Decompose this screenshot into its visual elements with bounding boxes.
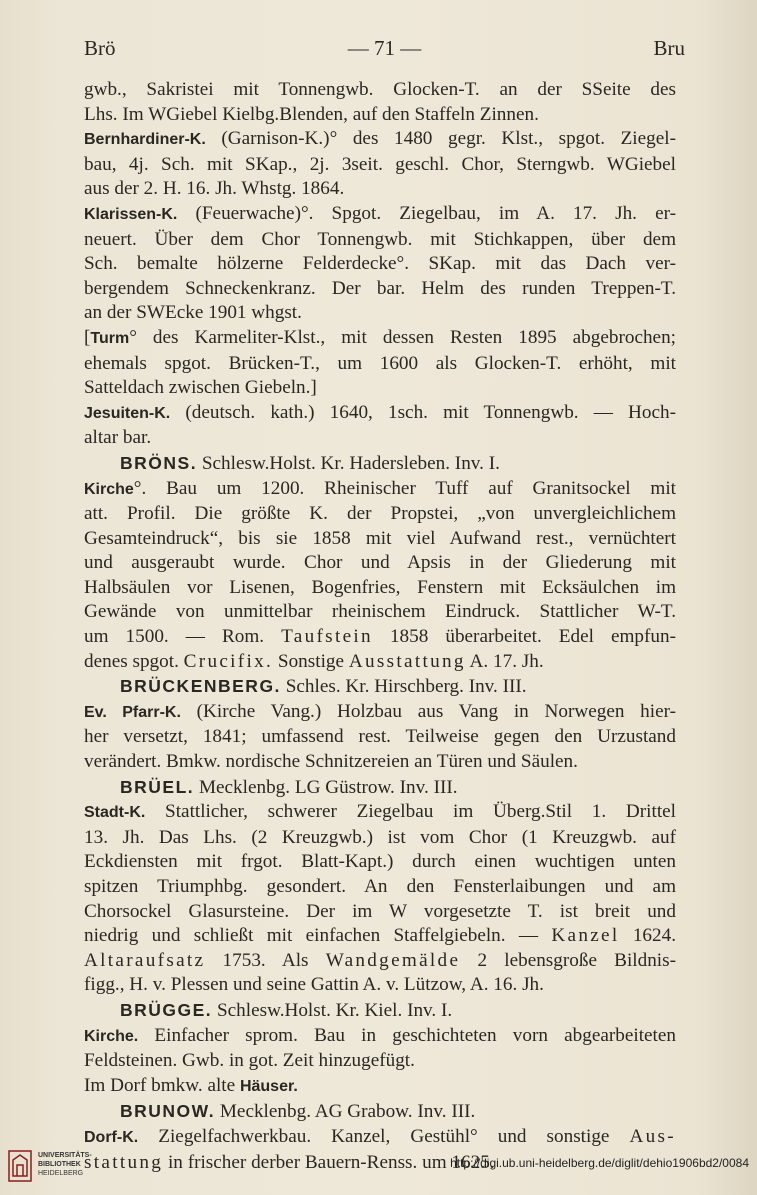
text-line	[84, 228, 676, 253]
library-name	[38, 1151, 92, 1178]
text-line	[84, 850, 676, 875]
text-run: spitzen Triumphbg. gesondert. An den Fensterlaibungen und am	[84, 876, 676, 897]
spaced-term: Wandgemälde	[325, 949, 461, 971]
text-run: 13. Jh. Das Lhs. (2 Kreuzgwb.) ist vom Chor (1 Kreuzgwb. auf	[84, 826, 676, 848]
spaced-term: Aus-	[629, 1125, 676, 1147]
text-run: neuert. Über dem Chor Tonnengwb. mit Stichkappen, über dem	[84, 228, 676, 250]
spaced-term: Altaraufsatz	[84, 949, 206, 971]
place-heading: BRÖNS.	[120, 452, 198, 473]
text-run: und ausgeraubt wurde. Chor und Apsis in der Gliederung mit	[84, 552, 676, 574]
text-line	[84, 551, 676, 576]
header-left-catchword: Brö	[84, 36, 116, 60]
place-heading: BRÜEL.	[120, 776, 195, 797]
text-run: Sonstige	[273, 650, 349, 672]
entry-heading: Klarissen-K.	[84, 205, 178, 223]
page-number: — 71 —	[347, 36, 422, 60]
text-run: Sch. bemalte hölzerne Felderdecke°. SKap. mit das Dach ver-	[84, 253, 676, 275]
text-line	[84, 1074, 676, 1100]
text-line	[84, 1024, 676, 1050]
text-run: figg., H. v. Plessen und seine Gattin A. v. Lützow, A. 16. Jh.	[84, 974, 544, 996]
text-run: Mecklenbg. LG Güstrow. Inv. III.	[194, 776, 458, 798]
text-line	[84, 949, 676, 974]
text-line	[84, 973, 676, 998]
text-line	[84, 700, 676, 726]
text-run: denes spgot.	[84, 650, 184, 672]
text-run: A. 17. Jh.	[465, 650, 544, 672]
text-line	[84, 252, 676, 277]
text-line	[84, 600, 676, 625]
text-line	[84, 202, 676, 228]
spaced-term: Kanzel	[551, 925, 620, 947]
place-heading: BRÜGGE.	[120, 999, 213, 1020]
text-line	[84, 750, 676, 775]
text-line	[84, 650, 676, 675]
text-line	[84, 1099, 676, 1125]
text-run: °. Bau um 1200. Rheinischer Tuff auf Granitsockel mit	[133, 477, 676, 499]
text-run: Chorsockel Glasursteine. Der im W vorgesetzte T. ist breit und	[84, 900, 676, 922]
text-run: ehemals spgot. Brücken-T., um 1600 als Glocken-T. erhöht, mit	[84, 352, 676, 374]
text-line	[84, 103, 676, 128]
text-run: 1753. Als	[205, 949, 326, 971]
university-library-logo-icon	[8, 1150, 32, 1182]
text-run: niedrig und schließt mit einfachen Staffelgiebeln. —	[84, 925, 552, 947]
text-line	[84, 576, 676, 601]
text-line	[84, 352, 676, 377]
text-line	[84, 998, 676, 1024]
entry-heading: Kirche	[84, 480, 134, 498]
entry-heading: Turm	[90, 329, 130, 347]
entry-heading: Bernhardiner-K.	[84, 131, 206, 149]
spaced-term: Taufstein	[281, 626, 373, 648]
text-line	[84, 674, 676, 700]
library-name-line: BIBLIOTHEK	[38, 1161, 81, 1168]
text-line	[84, 477, 676, 503]
text-line	[84, 924, 676, 949]
footer	[0, 1138, 757, 1195]
entry-heading: Ev. Pfarr-K.	[84, 703, 181, 721]
text-line	[84, 725, 676, 750]
text-run: (Feuerwache)°. Spgot. Ziegelbau, im A. 17. Jh. er-	[177, 202, 676, 224]
text-run: Stattlicher, schwerer Ziegelbau im Überg.Stil 1. Drittel	[145, 801, 676, 823]
text-line	[84, 800, 676, 826]
text-line	[84, 277, 676, 302]
text-run: (Garnison-K.)° des 1480 gegr. Klst., spgot. Ziegel-	[205, 128, 676, 150]
text-run: Halbsäulen vor Lisenen, Bogenfries, Fenstern mit Ecksäulchen im	[84, 576, 676, 598]
entry-heading: Dorf-K.	[84, 1128, 139, 1146]
text-run: an der SWEcke 1901 whgst.	[84, 302, 302, 324]
text-line	[84, 177, 676, 202]
text-line	[84, 401, 676, 427]
text-run: 2 lebensgroße Bildnis-	[460, 949, 676, 971]
body-text	[84, 78, 676, 1175]
text-line	[84, 326, 676, 352]
place-heading: BRÜCKENBERG.	[120, 676, 281, 697]
text-run: att. Profil. Die größte K. der Propstei, „von unvergleichlichem	[84, 503, 676, 525]
text-run: um 1500. — Rom.	[84, 626, 282, 648]
text-run: in frischer derber Bauern-Renss. um 1625.	[163, 1151, 495, 1173]
text-run: Schles. Kr. Hirschberg. Inv. III.	[280, 676, 527, 698]
spaced-term: Ausstattung	[348, 650, 466, 672]
text-line	[84, 1049, 676, 1074]
place-heading: BRUNOW.	[120, 1101, 216, 1122]
text-run: (deutsch. kath.) 1640, 1sch. mit Tonnengwb. — Hoch-	[170, 401, 676, 423]
library-name-line: UNIVERSITÄTS-	[38, 1152, 92, 1159]
source-url-link[interactable]: http://digi.ub.uni-heidelberg.de/diglit/dehio1906bd2/0084	[450, 1156, 749, 1170]
text-run: bau, 4j. Sch. mit SKap., 2j. 3seit. geschl. Chor, Sterngwb. WGiebel	[84, 153, 676, 175]
text-run: altar bar.	[84, 427, 152, 449]
entry-heading: Kirche.	[84, 1027, 139, 1045]
text-run: ° des Karmeliter-Klst., mit dessen Resten 1895 abgebrochen;	[129, 326, 676, 348]
text-run: gwb., Sakristei mit Tonnengwb. Glocken-T. an der SSeite des	[84, 79, 676, 100]
text-line	[84, 625, 676, 650]
entry-heading: Häuser.	[239, 1077, 298, 1095]
text-run: Lhs. Im WGiebel Kielbg.Blenden, auf den Staffeln Zinnen.	[84, 103, 539, 125]
text-run: (Kirche Vang.) Holzbau aus Vang in Norwegen hier-	[180, 700, 677, 722]
text-line	[84, 451, 676, 477]
text-run: Einfacher sprom. Bau in geschichteten vorn abgearbeiteten	[138, 1024, 676, 1046]
text-run: Gesamteindruck“, bis sie 1858 mit viel Aufwand rest., vernüchtert	[84, 527, 676, 549]
spaced-term: stattung	[84, 1151, 164, 1173]
text-run: Satteldach zwischen Giebeln.]	[84, 377, 317, 399]
text-line	[84, 826, 676, 851]
text-run: Schlesw.Holst. Kr. Hadersleben. Inv. I.	[197, 452, 500, 474]
text-line	[84, 78, 676, 103]
text-run: [	[84, 326, 91, 348]
entry-heading: Stadt-K.	[84, 804, 146, 822]
text-run: Schlesw.Holst. Kr. Kiel. Inv. I.	[212, 999, 453, 1021]
text-run: Ziegelfachwerkbau. Kanzel, Gestühl° und sonstige	[138, 1125, 630, 1147]
text-line	[84, 775, 676, 801]
text-line	[84, 875, 676, 900]
spaced-term: Crucifix.	[183, 650, 274, 672]
text-line	[84, 301, 676, 326]
entry-heading: Jesuiten-K.	[84, 404, 171, 422]
text-line	[84, 527, 676, 552]
text-run: her versetzt, 1841; umfassend rest. Teilweise gegen den Urzustand	[84, 726, 676, 748]
header-right-catchword: Bru	[653, 36, 685, 60]
text-line	[84, 900, 676, 925]
text-run: 1858 überarbeitet. Edel empfun-	[372, 626, 676, 648]
text-line	[84, 153, 676, 178]
text-line	[84, 376, 676, 401]
text-line	[84, 502, 676, 527]
text-line	[84, 127, 676, 153]
text-run: verändert. Bmkw. nordische Schnitzereien an Türen und Säulen.	[84, 751, 578, 773]
text-run: 1624.	[619, 925, 676, 947]
text-run: Eckdiensten mit frgot. Blatt-Kapt.) durch einen wuchtigen unten	[84, 851, 676, 873]
library-name-line: HEIDELBERG	[38, 1170, 84, 1177]
text-run: bergendem Schneckenkranz. Der bar. Helm des runden Treppen-T.	[84, 277, 676, 299]
text-line	[84, 426, 676, 451]
text-run: Gewände von unmittelbar rheinischem Eindruck. Stattlicher W-T.	[84, 601, 676, 623]
running-header	[84, 36, 685, 66]
text-run: Im Dorf bmkw. alte	[84, 1074, 240, 1096]
text-run: Feldsteinen. Gwb. in got. Zeit hinzugefügt.	[84, 1050, 415, 1072]
text-run: Mecklenbg. AG Grabow. Inv. III.	[215, 1101, 476, 1123]
text-run: aus der 2. H. 16. Jh. Whstg. 1864.	[84, 178, 345, 200]
